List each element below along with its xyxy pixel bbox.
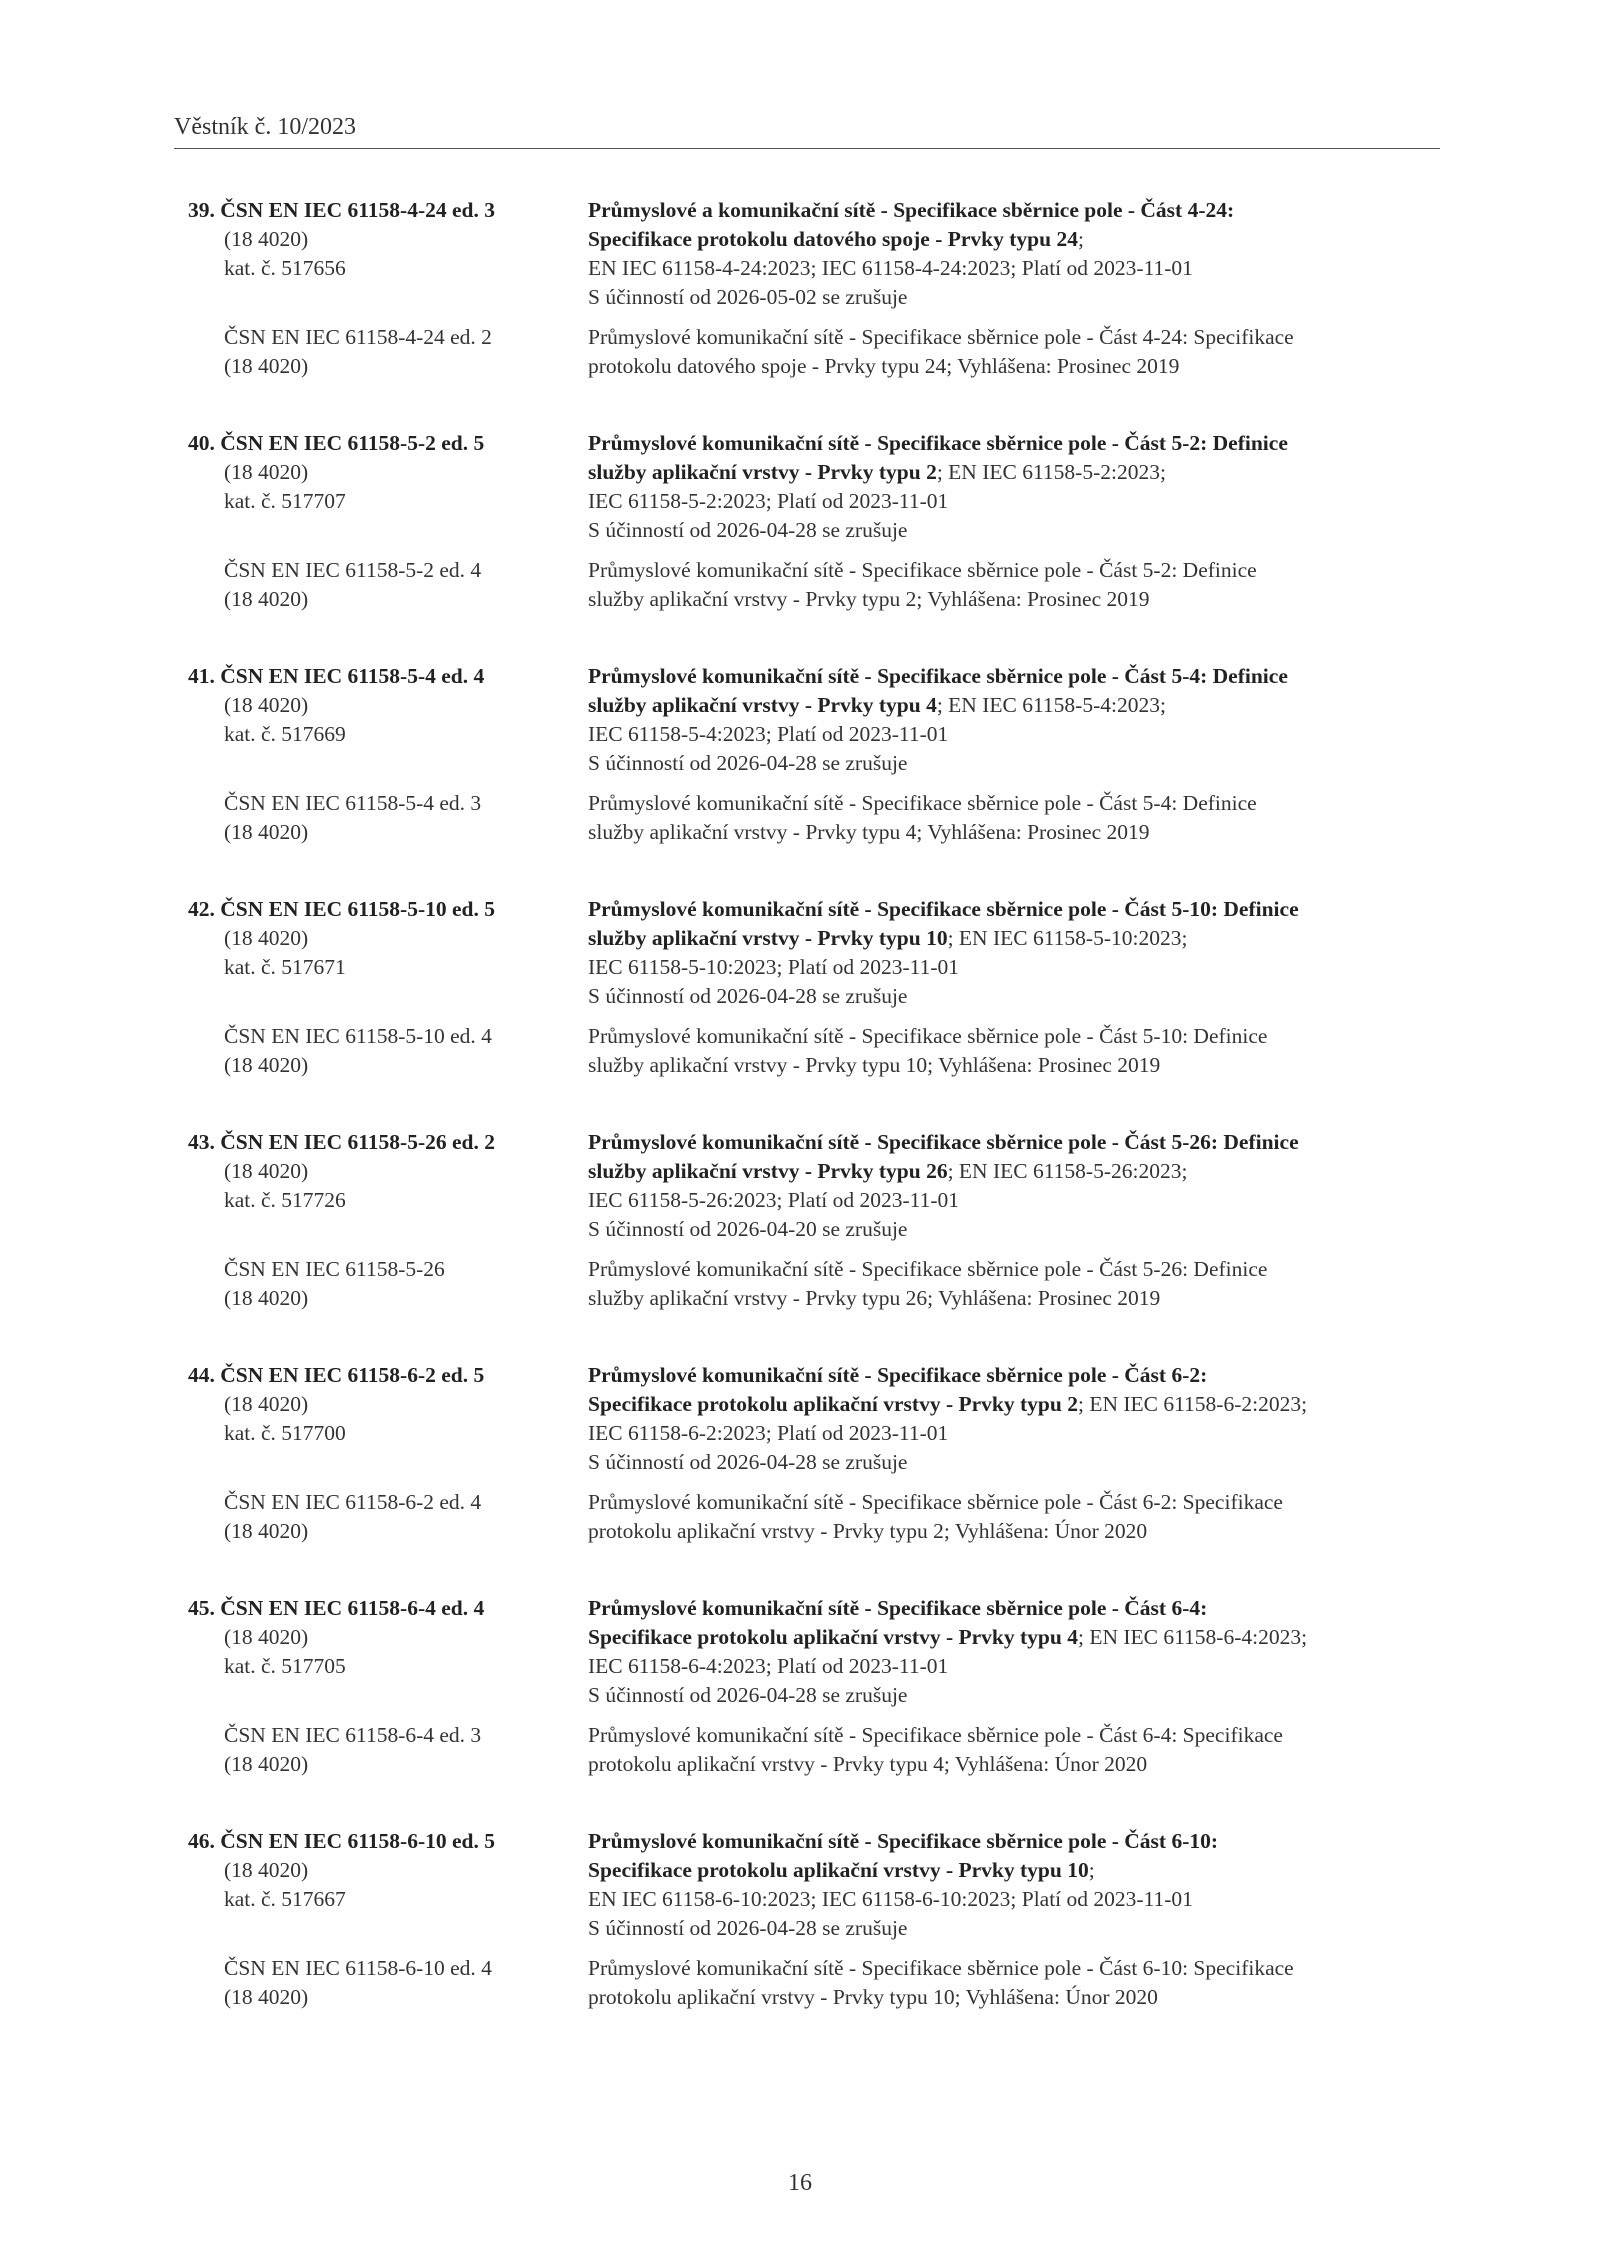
standard-entry (188, 1361, 1448, 1594)
standards-list (188, 196, 1448, 2060)
withdrawal-note: S účinností od 2026-04-28 se zrušuje (588, 518, 908, 542)
standard-heading: 40. ČSN EN IEC 61158-5-2 ed. 5 (188, 431, 485, 455)
classification: (18 4020) (224, 460, 309, 484)
standard-title-line: Specifikace protokolu aplikační vrstvy - Prvky typu 2; EN IEC 61158-6-2:2023; (588, 1392, 1308, 1416)
old-standard-code: ČSN EN IEC 61158-6-10 ed. 4 (224, 1956, 492, 1980)
catalog-number: kat. č. 517705 (224, 1654, 346, 1678)
standard-entry (188, 429, 1448, 662)
old-standard-line: Průmyslové komunikační sítě - Specifikace sběrnice pole - Část 5-26: Definice (588, 1257, 1268, 1281)
withdrawal-note: S účinností od 2026-05-02 se zrušuje (588, 285, 908, 309)
standard-title-line: Průmyslové a komunikační sítě - Specifikace sběrnice pole - Část 4-24: (588, 198, 1235, 222)
standard-title-line: služby aplikační vrstvy - Prvky typu 10; EN IEC 61158-5-10:2023; (588, 926, 1188, 950)
old-standard-line: služby aplikační vrstvy - Prvky typu 26; Vyhlášena: Prosinec 2019 (588, 1286, 1161, 1310)
standard-title-line: IEC 61158-5-10:2023; Platí od 2023-11-01 (588, 955, 960, 979)
standard-title-line: služby aplikační vrstvy - Prvky typu 4; EN IEC 61158-5-4:2023; (588, 693, 1166, 717)
classification: (18 4020) (224, 227, 309, 251)
standard-title-line: IEC 61158-5-4:2023; Platí od 2023-11-01 (588, 722, 949, 746)
standard-title-line: IEC 61158-6-4:2023; Platí od 2023-11-01 (588, 1654, 949, 1678)
standard-entry (188, 1128, 1448, 1361)
standard-title-line: Průmyslové komunikační sítě - Specifikace sběrnice pole - Část 5-4: Definice (588, 664, 1288, 688)
standard-heading: 42. ČSN EN IEC 61158-5-10 ed. 5 (188, 897, 495, 921)
old-classification: (18 4020) (224, 587, 309, 611)
standard-entry (188, 895, 1448, 1128)
standard-title-line: IEC 61158-5-26:2023; Platí od 2023-11-01 (588, 1188, 960, 1212)
catalog-number: kat. č. 517667 (224, 1887, 346, 1911)
standard-heading: 43. ČSN EN IEC 61158-5-26 ed. 2 (188, 1130, 495, 1154)
standard-title-line: IEC 61158-6-2:2023; Platí od 2023-11-01 (588, 1421, 949, 1445)
old-standard-line: Průmyslové komunikační sítě - Specifikace sběrnice pole - Část 6-4: Specifikace (588, 1723, 1283, 1747)
classification: (18 4020) (224, 1159, 309, 1183)
catalog-number: kat. č. 517726 (224, 1188, 346, 1212)
old-standard-line: služby aplikační vrstvy - Prvky typu 2; Vyhlášena: Prosinec 2019 (588, 587, 1150, 611)
old-classification: (18 4020) (224, 1752, 309, 1776)
withdrawal-note: S účinností od 2026-04-28 se zrušuje (588, 1683, 908, 1707)
page-header (174, 112, 1440, 149)
standard-title-line: Průmyslové komunikační sítě - Specifikace sběrnice pole - Část 6-10: (588, 1829, 1219, 1853)
old-standard-line: Průmyslové komunikační sítě - Specifikace sběrnice pole - Část 6-2: Specifikace (588, 1490, 1283, 1514)
old-standard-code: ČSN EN IEC 61158-4-24 ed. 2 (224, 325, 492, 349)
old-standard-line: Průmyslové komunikační sítě - Specifikace sběrnice pole - Část 5-4: Definice (588, 791, 1257, 815)
old-standard-code: ČSN EN IEC 61158-6-2 ed. 4 (224, 1490, 482, 1514)
standard-title-line: Specifikace protokolu aplikační vrstvy - Prvky typu 10; (588, 1858, 1095, 1882)
catalog-number: kat. č. 517656 (224, 256, 346, 280)
old-classification: (18 4020) (224, 820, 309, 844)
old-standard-line: Průmyslové komunikační sítě - Specifikace sběrnice pole - Část 5-10: Definice (588, 1024, 1268, 1048)
journal-title: Věstník č. 10/2023 (174, 114, 356, 140)
classification: (18 4020) (224, 1392, 309, 1416)
old-standard-line: služby aplikační vrstvy - Prvky typu 10; Vyhlášena: Prosinec 2019 (588, 1053, 1161, 1077)
old-standard-line: Průmyslové komunikační sítě - Specifikace sběrnice pole - Část 4-24: Specifikace (588, 325, 1294, 349)
standard-title-line: Průmyslové komunikační sítě - Specifikace sběrnice pole - Část 5-26: Definice (588, 1130, 1299, 1154)
catalog-number: kat. č. 517700 (224, 1421, 346, 1445)
classification: (18 4020) (224, 1625, 309, 1649)
standard-heading: 41. ČSN EN IEC 61158-5-4 ed. 4 (188, 664, 485, 688)
catalog-number: kat. č. 517707 (224, 489, 346, 513)
standard-title-line: služby aplikační vrstvy - Prvky typu 2; EN IEC 61158-5-2:2023; (588, 460, 1166, 484)
standard-entry (188, 1594, 1448, 1827)
old-classification: (18 4020) (224, 1053, 309, 1077)
old-standard-line: Průmyslové komunikační sítě - Specifikace sběrnice pole - Část 6-10: Specifikace (588, 1956, 1294, 1980)
withdrawal-note: S účinností od 2026-04-28 se zrušuje (588, 1916, 908, 1940)
standard-heading: 44. ČSN EN IEC 61158-6-2 ed. 5 (188, 1363, 485, 1387)
old-classification: (18 4020) (224, 354, 309, 378)
old-standard-code: ČSN EN IEC 61158-5-4 ed. 3 (224, 791, 482, 815)
standard-heading: 45. ČSN EN IEC 61158-6-4 ed. 4 (188, 1596, 485, 1620)
withdrawal-note: S účinností od 2026-04-28 se zrušuje (588, 751, 908, 775)
standard-title-line: EN IEC 61158-4-24:2023; IEC 61158-4-24:2023; Platí od 2023-11-01 (588, 256, 1193, 280)
standard-title-line: Specifikace protokolu aplikační vrstvy - Prvky typu 4; EN IEC 61158-6-4:2023; (588, 1625, 1308, 1649)
withdrawal-note: S účinností od 2026-04-28 se zrušuje (588, 984, 908, 1008)
standard-title-line: služby aplikační vrstvy - Prvky typu 26; EN IEC 61158-5-26:2023; (588, 1159, 1188, 1183)
old-classification: (18 4020) (224, 1519, 309, 1543)
old-standard-code: ČSN EN IEC 61158-5-2 ed. 4 (224, 558, 482, 582)
standard-title-line: Průmyslové komunikační sítě - Specifikace sběrnice pole - Část 5-10: Definice (588, 897, 1299, 921)
standard-title-line: Průmyslové komunikační sítě - Specifikace sběrnice pole - Část 6-2: (588, 1363, 1208, 1387)
withdrawal-note: S účinností od 2026-04-28 se zrušuje (588, 1450, 908, 1474)
old-standard-line: Průmyslové komunikační sítě - Specifikace sběrnice pole - Část 5-2: Definice (588, 558, 1257, 582)
classification: (18 4020) (224, 1858, 309, 1882)
old-standard-line: protokolu datového spoje - Prvky typu 24; Vyhlášena: Prosinec 2019 (588, 354, 1180, 378)
standard-title-line: IEC 61158-5-2:2023; Platí od 2023-11-01 (588, 489, 949, 513)
old-standard-code: ČSN EN IEC 61158-5-26 (224, 1257, 445, 1281)
page-number: 16 (788, 2170, 812, 2196)
withdrawal-note: S účinností od 2026-04-20 se zrušuje (588, 1217, 908, 1241)
standard-heading: 39. ČSN EN IEC 61158-4-24 ed. 3 (188, 198, 495, 222)
old-classification: (18 4020) (224, 1286, 309, 1310)
standard-heading: 46. ČSN EN IEC 61158-6-10 ed. 5 (188, 1829, 495, 1853)
catalog-number: kat. č. 517669 (224, 722, 346, 746)
standard-entry (188, 662, 1448, 895)
classification: (18 4020) (224, 926, 309, 950)
old-standard-line: protokolu aplikační vrstvy - Prvky typu 2; Vyhlášena: Únor 2020 (588, 1519, 1148, 1543)
standard-title-line: Průmyslové komunikační sítě - Specifikace sběrnice pole - Část 6-4: (588, 1596, 1208, 1620)
old-standard-code: ČSN EN IEC 61158-5-10 ed. 4 (224, 1024, 492, 1048)
standard-entry (188, 1827, 1448, 2060)
classification: (18 4020) (224, 693, 309, 717)
standard-entry (188, 196, 1448, 429)
standard-title-line: EN IEC 61158-6-10:2023; IEC 61158-6-10:2023; Platí od 2023-11-01 (588, 1887, 1193, 1911)
catalog-number: kat. č. 517671 (224, 955, 346, 979)
old-standard-line: protokolu aplikační vrstvy - Prvky typu 10; Vyhlášena: Únor 2020 (588, 1985, 1158, 2009)
old-classification: (18 4020) (224, 1985, 309, 2009)
old-standard-line: služby aplikační vrstvy - Prvky typu 4; Vyhlášena: Prosinec 2019 (588, 820, 1150, 844)
standard-title-line: Specifikace protokolu datového spoje - Prvky typu 24; (588, 227, 1084, 251)
old-standard-line: protokolu aplikační vrstvy - Prvky typu 4; Vyhlášena: Únor 2020 (588, 1752, 1148, 1776)
old-standard-code: ČSN EN IEC 61158-6-4 ed. 3 (224, 1723, 482, 1747)
standard-title-line: Průmyslové komunikační sítě - Specifikace sběrnice pole - Část 5-2: Definice (588, 431, 1288, 455)
